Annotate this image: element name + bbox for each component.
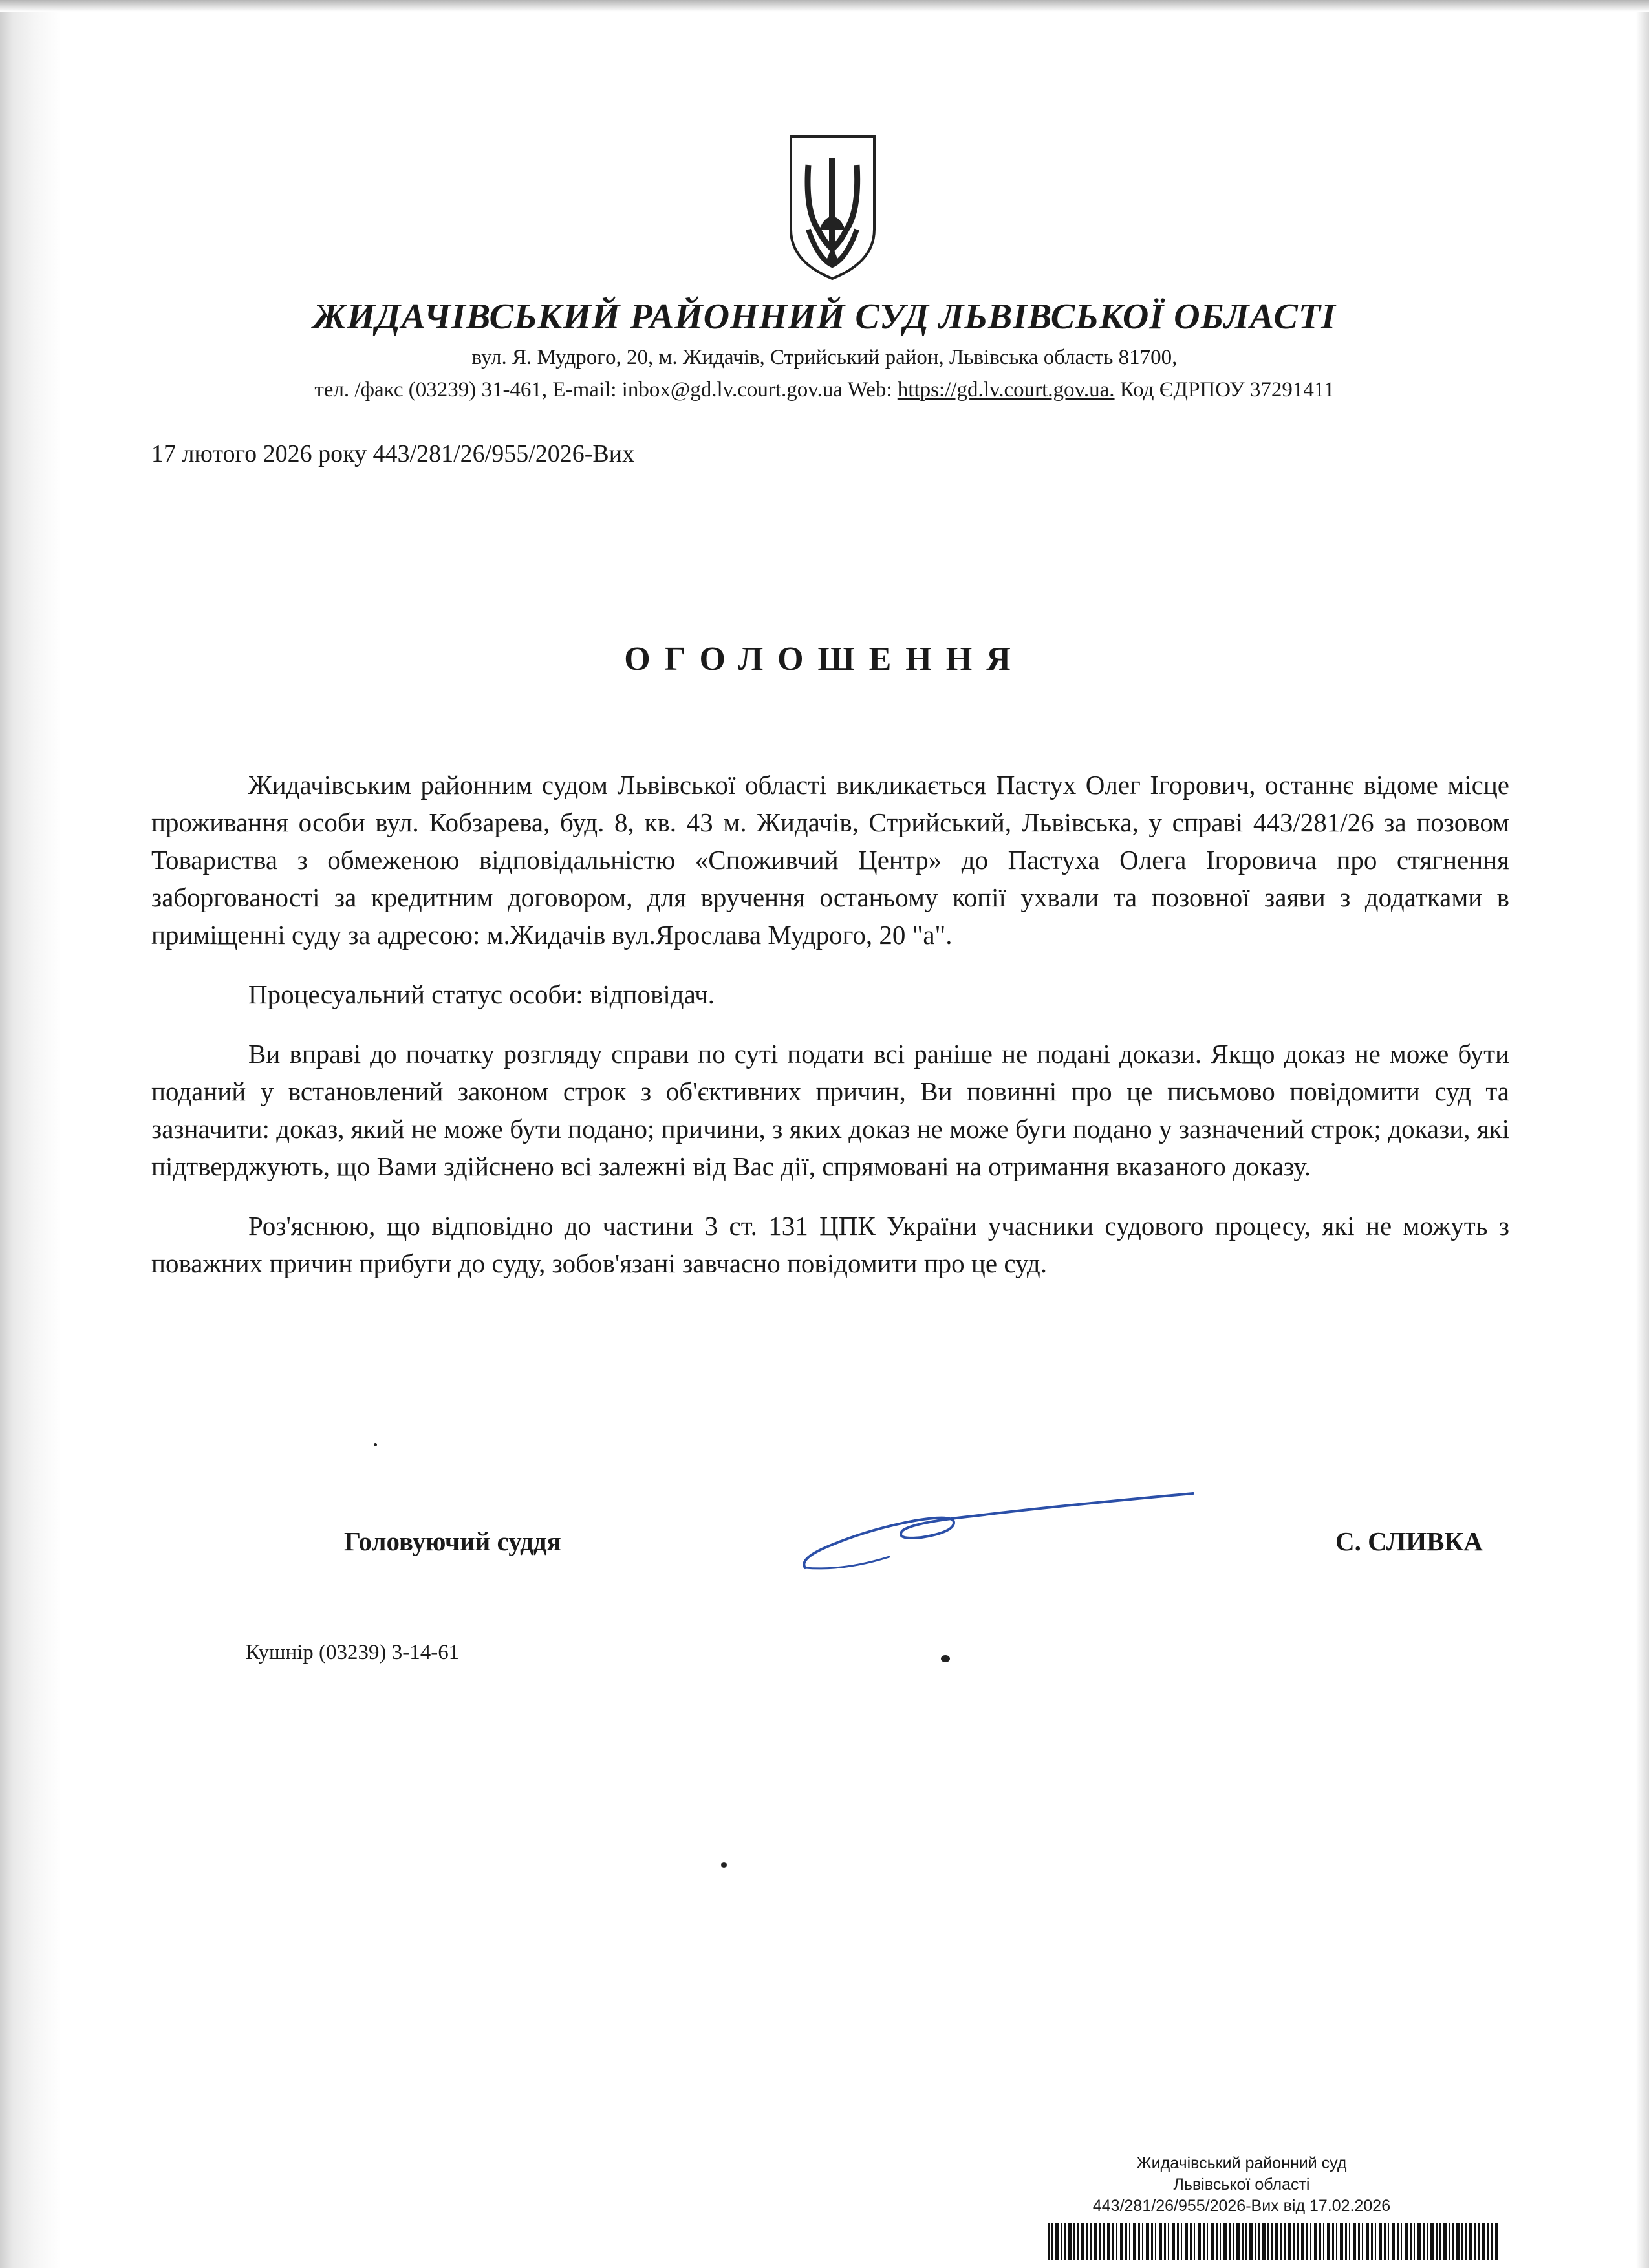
paragraph-explanation: Роз'яснюю, що відповідно до частини 3 ст. 131 ЦПК України учасники судового процесу, які не можуть з поважних причин прибуги до суду, зобов'язані завчасно повідомити про це суд. (151, 1211, 1509, 1278)
website-link[interactable]: https://gd.lv.court.gov.ua. (897, 378, 1115, 401)
barcode-icon (1048, 2223, 1500, 2260)
registry-court: Жидачівський районний суд (1136, 2154, 1347, 2172)
edrpou-code: Код ЄДРПОУ 37291411 (1114, 378, 1335, 401)
scan-shadow-left (0, 0, 61, 2268)
date-reference: 17 лютого 2026 року 443/281/26/955/2026-Вих (151, 440, 635, 467)
scan-speck (941, 1655, 950, 1662)
scan-shadow-top (0, 0, 1649, 12)
court-address: вул. Я. Мудрого, 20, м. Жидачів, Стрийський район, Львівська область 81700, (471, 346, 1178, 369)
scan-speck (721, 1862, 727, 1868)
judge-name: С. СЛИВКА (1335, 1526, 1483, 1556)
document-title: ОГОЛОШЕННЯ (624, 641, 1025, 678)
registry-stamp (1041, 2153, 1442, 2217)
paragraph-summons: Жидачівським районним судом Львівської області викликається Пастух Олег Ігорович, останнє відоме місце проживання особи вул. Кобзарева, буд. 8, кв. 43 м. Жидачів, Стрийський, Львівська, у справі 443/281/26 за позовом Товариства з обмеженою відповідальністю «Споживчий Центр» до Пастуха Олега Ігоровича про стягнення заборгованості за кредитним договором, для вручення останьому копії ухвали та позовної заяви з додатками в приміщенні суду за адресою: м.Жидачів вул.Ярослава Мудрого, 20 "а". (151, 770, 1509, 950)
scan-shadow-right (1636, 0, 1649, 2268)
coat-of-arms-trident-icon (786, 133, 879, 281)
court-name: ЖИДАЧІВСЬКИЙ РАЙОННИЙ СУД ЛЬВІВСЬКОЇ ОБЛАСТІ (313, 297, 1336, 337)
handwritten-signature-icon (792, 1481, 1206, 1584)
presiding-judge-label: Головуючий суддя (344, 1526, 561, 1556)
registry-number: 443/281/26/955/2026-Вих від 17.02.2026 (1092, 2197, 1391, 2215)
contacts-prefix: тел. /факс (03239) 31-461, E-mail: inbox@gd.lv.court.gov.ua Web: (314, 378, 898, 401)
paragraph-status: Процесуальний статус особи: відповідач. (248, 979, 715, 1009)
paragraph-evidence: Ви вправі до початку розгляду справи по суті подати всі раніше не подані докази. Якщо доказ не може бути поданий у встановлений законом строк з об'єктивних причин, Ви повинні про це письмово повідомити суд та зазначити: доказ, який не може бути подано; причини, з яких доказ не може буги подано у зазначений строк; докази, які підтверджують, що Вами здійснено всі залежні від Вас дії, спрямовані на отримання вказаного доказу. (151, 1039, 1509, 1181)
registry-region: Львівської області (1173, 2176, 1310, 2194)
court-contacts (0, 378, 1649, 402)
clerk-contact: Кушнір (03239) 3-14-61 (246, 1641, 460, 1664)
scan-speck (374, 1443, 377, 1446)
document-body (151, 766, 1509, 1304)
